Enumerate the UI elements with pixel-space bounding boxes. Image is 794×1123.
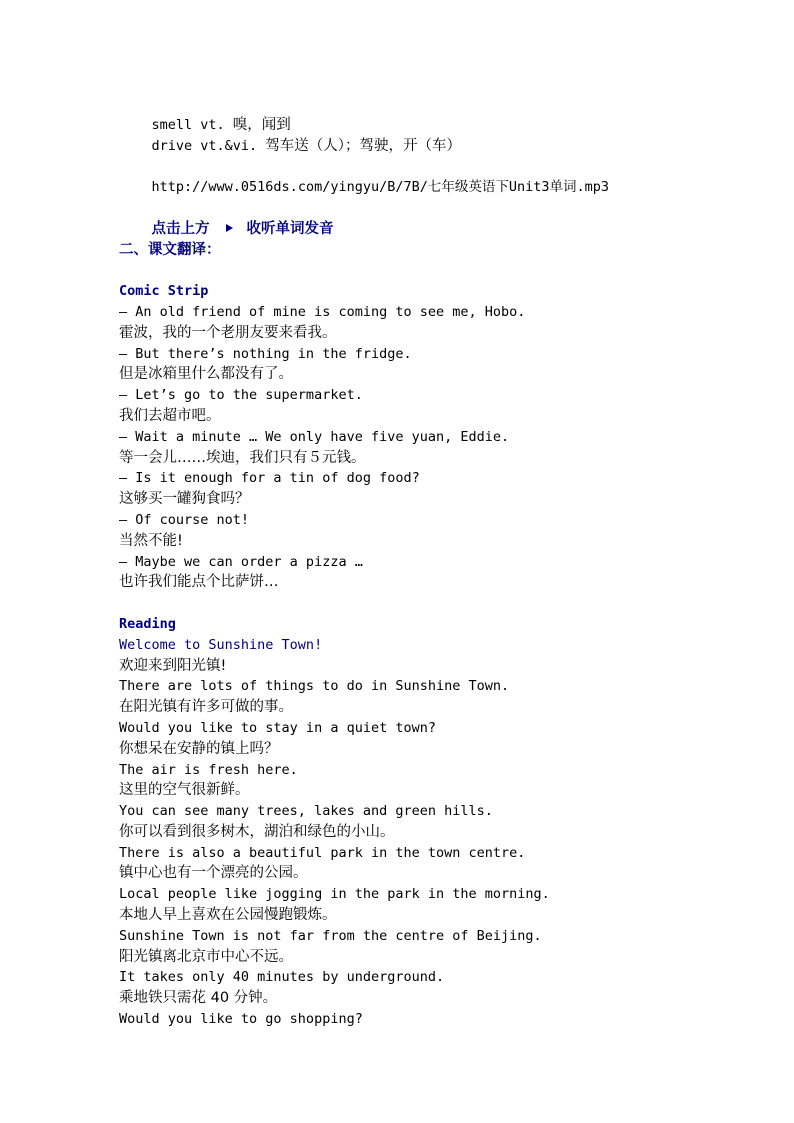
reading-english: You can see many trees, lakes and green hills. (119, 803, 493, 820)
reading-chinese: 阳光镇离北京市中心不远。 (119, 948, 293, 965)
reading-chinese: 欢迎来到阳光镇! (119, 657, 227, 674)
reading-chinese: 镇中心也有一个漂亮的公园。 (119, 865, 308, 882)
comic-strip-lines (119, 302, 779, 593)
vocab-english: drive vt.&vi. (151, 137, 266, 154)
comic-strip-title: Comic Strip (119, 283, 209, 300)
play-icon[interactable] (226, 224, 233, 232)
vocab-english: smell vt. (151, 116, 233, 133)
dialogue-english: – Of course not! (119, 511, 250, 528)
reading-english: Would you like to stay in a quiet town? (119, 719, 436, 736)
vocab-chinese: 驾车送（人）；驾驶，开（车） (265, 137, 462, 154)
vocab-chinese: 嗅，闻到 (232, 116, 291, 133)
audio-url-link[interactable]: http://www.0516ds.com/yingyu/B/7B/七年级英语下Unit3单词.mp3 (151, 179, 610, 196)
reading-chinese: 本地人早上喜欢在公园慢跑锻炼。 (119, 907, 337, 924)
dialogue-english: – Wait a minute … We only have five yuan, Eddie. (119, 428, 510, 445)
reading-english: Sunshine Town is not far from the centre of Beijing. (119, 927, 542, 944)
dialogue-chinese: 这够买一罐狗食吗？ (119, 491, 250, 508)
dialogue-english: – An old friend of mine is coming to see me, Hobo. (119, 303, 526, 320)
reading-chinese: 你可以看到很多树木，湖泊和绿色的小山。 (119, 823, 395, 840)
audio-instruction (119, 198, 779, 237)
vocab-entry (119, 94, 779, 133)
spacer (119, 260, 779, 281)
audio-url-line (119, 156, 779, 196)
reading-english: There are lots of things to do in Sunshine Town. (119, 678, 510, 695)
reading-chinese: 在阳光镇有许多可做的事。 (119, 699, 293, 716)
reading-lines (119, 656, 779, 1030)
dialogue-english: – Maybe we can order a pizza … (119, 553, 363, 570)
listen-pronunciation-label: 收听单词发音 (246, 220, 334, 237)
dialogue-chinese: 但是冰箱里什么都没有了。 (119, 366, 293, 383)
reading-chinese: 乘地铁只需花 40 分钟。 (119, 990, 278, 1007)
dialogue-chinese: 我们去超市吧。 (119, 407, 221, 424)
dialogue-english: – Let’s go to the supermarket. (119, 387, 363, 404)
translation-heading: 二、课文翻译： (119, 241, 221, 258)
dialogue-chinese: 霍波，我的一个老朋友要来看我。 (119, 324, 337, 341)
click-above-label: 点击上方 (151, 220, 210, 237)
dialogue-chinese: 等一会儿……埃迪，我们只有５元钱。 (119, 449, 366, 466)
reading-welcome: Welcome to Sunshine Town! (119, 636, 323, 653)
dialogue-chinese: 也许我们能点个比萨饼… (119, 574, 279, 591)
reading-english: Local people like jogging in the park in the morning. (119, 886, 550, 903)
spacer (119, 593, 779, 614)
reading-english: It takes only 40 minutes by underground. (119, 969, 445, 986)
reading-chinese: 这里的空气很新鲜。 (119, 782, 250, 799)
reading-english: There is also a beautiful park in the town centre. (119, 844, 526, 861)
reading-title: Reading (119, 615, 176, 632)
document-page (119, 94, 779, 1030)
reading-chinese: 你想呆在安静的镇上吗？ (119, 740, 279, 757)
reading-english: Would you like to go shopping? (119, 1011, 363, 1028)
dialogue-english: – Is it enough for a tin of dog food? (119, 470, 420, 487)
reading-english: The air is fresh here. (119, 761, 298, 778)
dialogue-english: – But there’s nothing in the fridge. (119, 345, 412, 362)
dialogue-chinese: 当然不能! (119, 532, 183, 549)
